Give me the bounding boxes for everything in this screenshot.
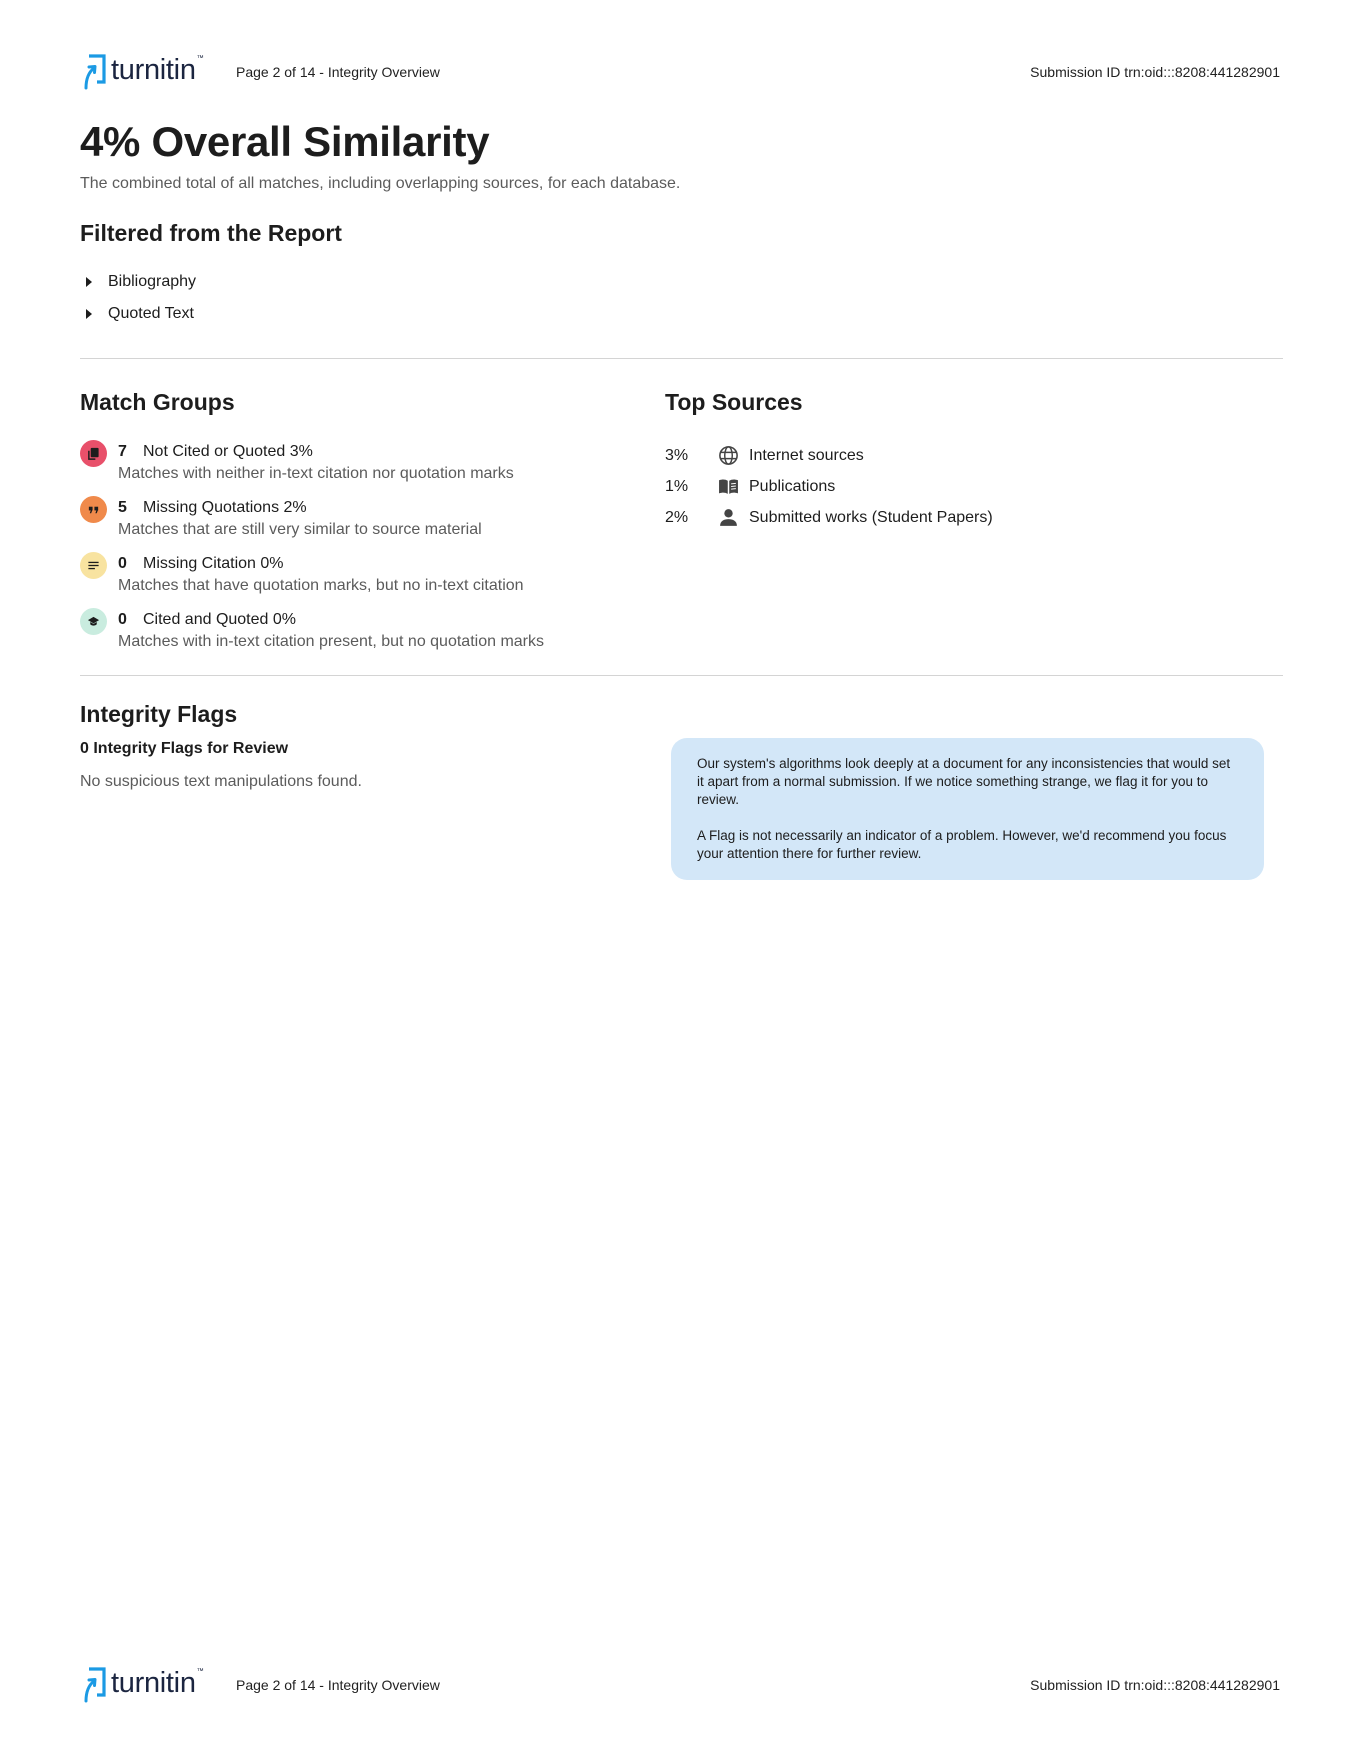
match-group-description: Matches with in-text citation present, but no quotation marks <box>118 633 544 650</box>
match-group-label: Cited and Quoted 0% <box>143 611 296 628</box>
bullet-triangle-icon <box>86 309 92 319</box>
top-source-percent: 2% <box>665 508 689 526</box>
top-source-percent: 3% <box>665 446 689 464</box>
filtered-item-bibliography <box>84 266 196 298</box>
info-paragraph: Our system's algorithms look deeply at a document for any inconsistencies that would set it apart from a normal submission. If we notice something strange, we flag it for you to review. <box>697 756 1231 807</box>
top-source-label: Internet sources <box>749 446 864 464</box>
integrity-flags-count: 0 Integrity Flags for Review <box>80 740 289 757</box>
page-header <box>80 50 1280 94</box>
top-source-publications <box>665 471 993 502</box>
match-group-not-cited <box>80 440 640 496</box>
section-divider <box>80 675 1283 676</box>
match-groups-list <box>80 440 640 664</box>
top-sources-list <box>665 440 993 533</box>
logo-wordmark: turnitin <box>111 1666 196 1699</box>
page-footer <box>80 1663 1280 1707</box>
match-group-description: Matches with neither in-text citation nor quotation marks <box>118 465 514 482</box>
page-subtitle: The combined total of all matches, including overlapping sources, for each database. <box>80 175 681 192</box>
document-copy-icon <box>80 440 107 467</box>
filtered-item-quoted-text <box>84 298 196 330</box>
integrity-flags-status: No suspicious text manipulations found. <box>80 773 362 790</box>
match-group-description: Matches that have quotation marks, but no in-text citation <box>118 577 524 594</box>
graduation-cap-icon <box>80 608 107 635</box>
section-divider <box>80 358 1283 359</box>
filtered-heading: Filtered from the Report <box>80 220 342 246</box>
filtered-item-label: Bibliography <box>108 273 197 290</box>
match-group-label: Missing Citation 0% <box>143 555 284 572</box>
submission-id: Submission ID trn:oid:::8208:441282901 <box>1030 1677 1280 1693</box>
trademark-mark: ™ <box>196 1667 204 1675</box>
top-source-internet <box>665 440 993 471</box>
top-source-percent: 1% <box>665 477 689 495</box>
trademark-mark: ™ <box>196 54 204 62</box>
match-group-missing-quotations <box>80 496 640 552</box>
person-icon <box>717 507 739 529</box>
filtered-item-label: Quoted Text <box>108 305 194 322</box>
turnitin-logo-icon <box>80 52 108 92</box>
page-title: 4% Overall Similarity <box>80 118 490 165</box>
book-icon <box>717 476 739 498</box>
top-sources-heading: Top Sources <box>665 389 803 415</box>
match-group-count: 5 <box>118 499 127 516</box>
integrity-info-box <box>671 738 1264 880</box>
logo-wordmark: turnitin <box>111 53 196 86</box>
submission-id: Submission ID trn:oid:::8208:441282901 <box>1030 64 1280 80</box>
match-group-count: 0 <box>118 555 127 572</box>
match-group-label: Not Cited or Quoted 3% <box>143 443 313 460</box>
turnitin-logo <box>80 52 218 92</box>
top-source-label: Publications <box>749 477 836 495</box>
match-group-description: Matches that are still very similar to source material <box>118 521 482 538</box>
match-groups-heading: Match Groups <box>80 389 235 415</box>
quote-icon <box>80 496 107 523</box>
turnitin-logo <box>80 1665 218 1705</box>
lines-icon <box>80 552 107 579</box>
info-paragraph: A Flag is not necessarily an indicator of a problem. However, we'd recommend you focus your attention there for further review. <box>697 828 1227 861</box>
page-info: Page 2 of 14 - Integrity Overview <box>236 64 440 80</box>
match-group-missing-citation <box>80 552 640 608</box>
filtered-list <box>84 266 196 330</box>
top-source-label: Submitted works (Student Papers) <box>749 508 993 526</box>
bullet-triangle-icon <box>86 277 92 287</box>
match-group-count: 0 <box>118 611 127 628</box>
top-source-submitted-works <box>665 502 993 533</box>
turnitin-logo-icon <box>80 1665 108 1705</box>
match-group-label: Missing Quotations 2% <box>143 499 307 516</box>
match-group-count: 7 <box>118 443 127 460</box>
integrity-flags-heading: Integrity Flags <box>80 701 238 727</box>
page-info: Page 2 of 14 - Integrity Overview <box>236 1677 440 1693</box>
match-group-cited-quoted <box>80 608 640 664</box>
globe-icon <box>717 445 739 467</box>
